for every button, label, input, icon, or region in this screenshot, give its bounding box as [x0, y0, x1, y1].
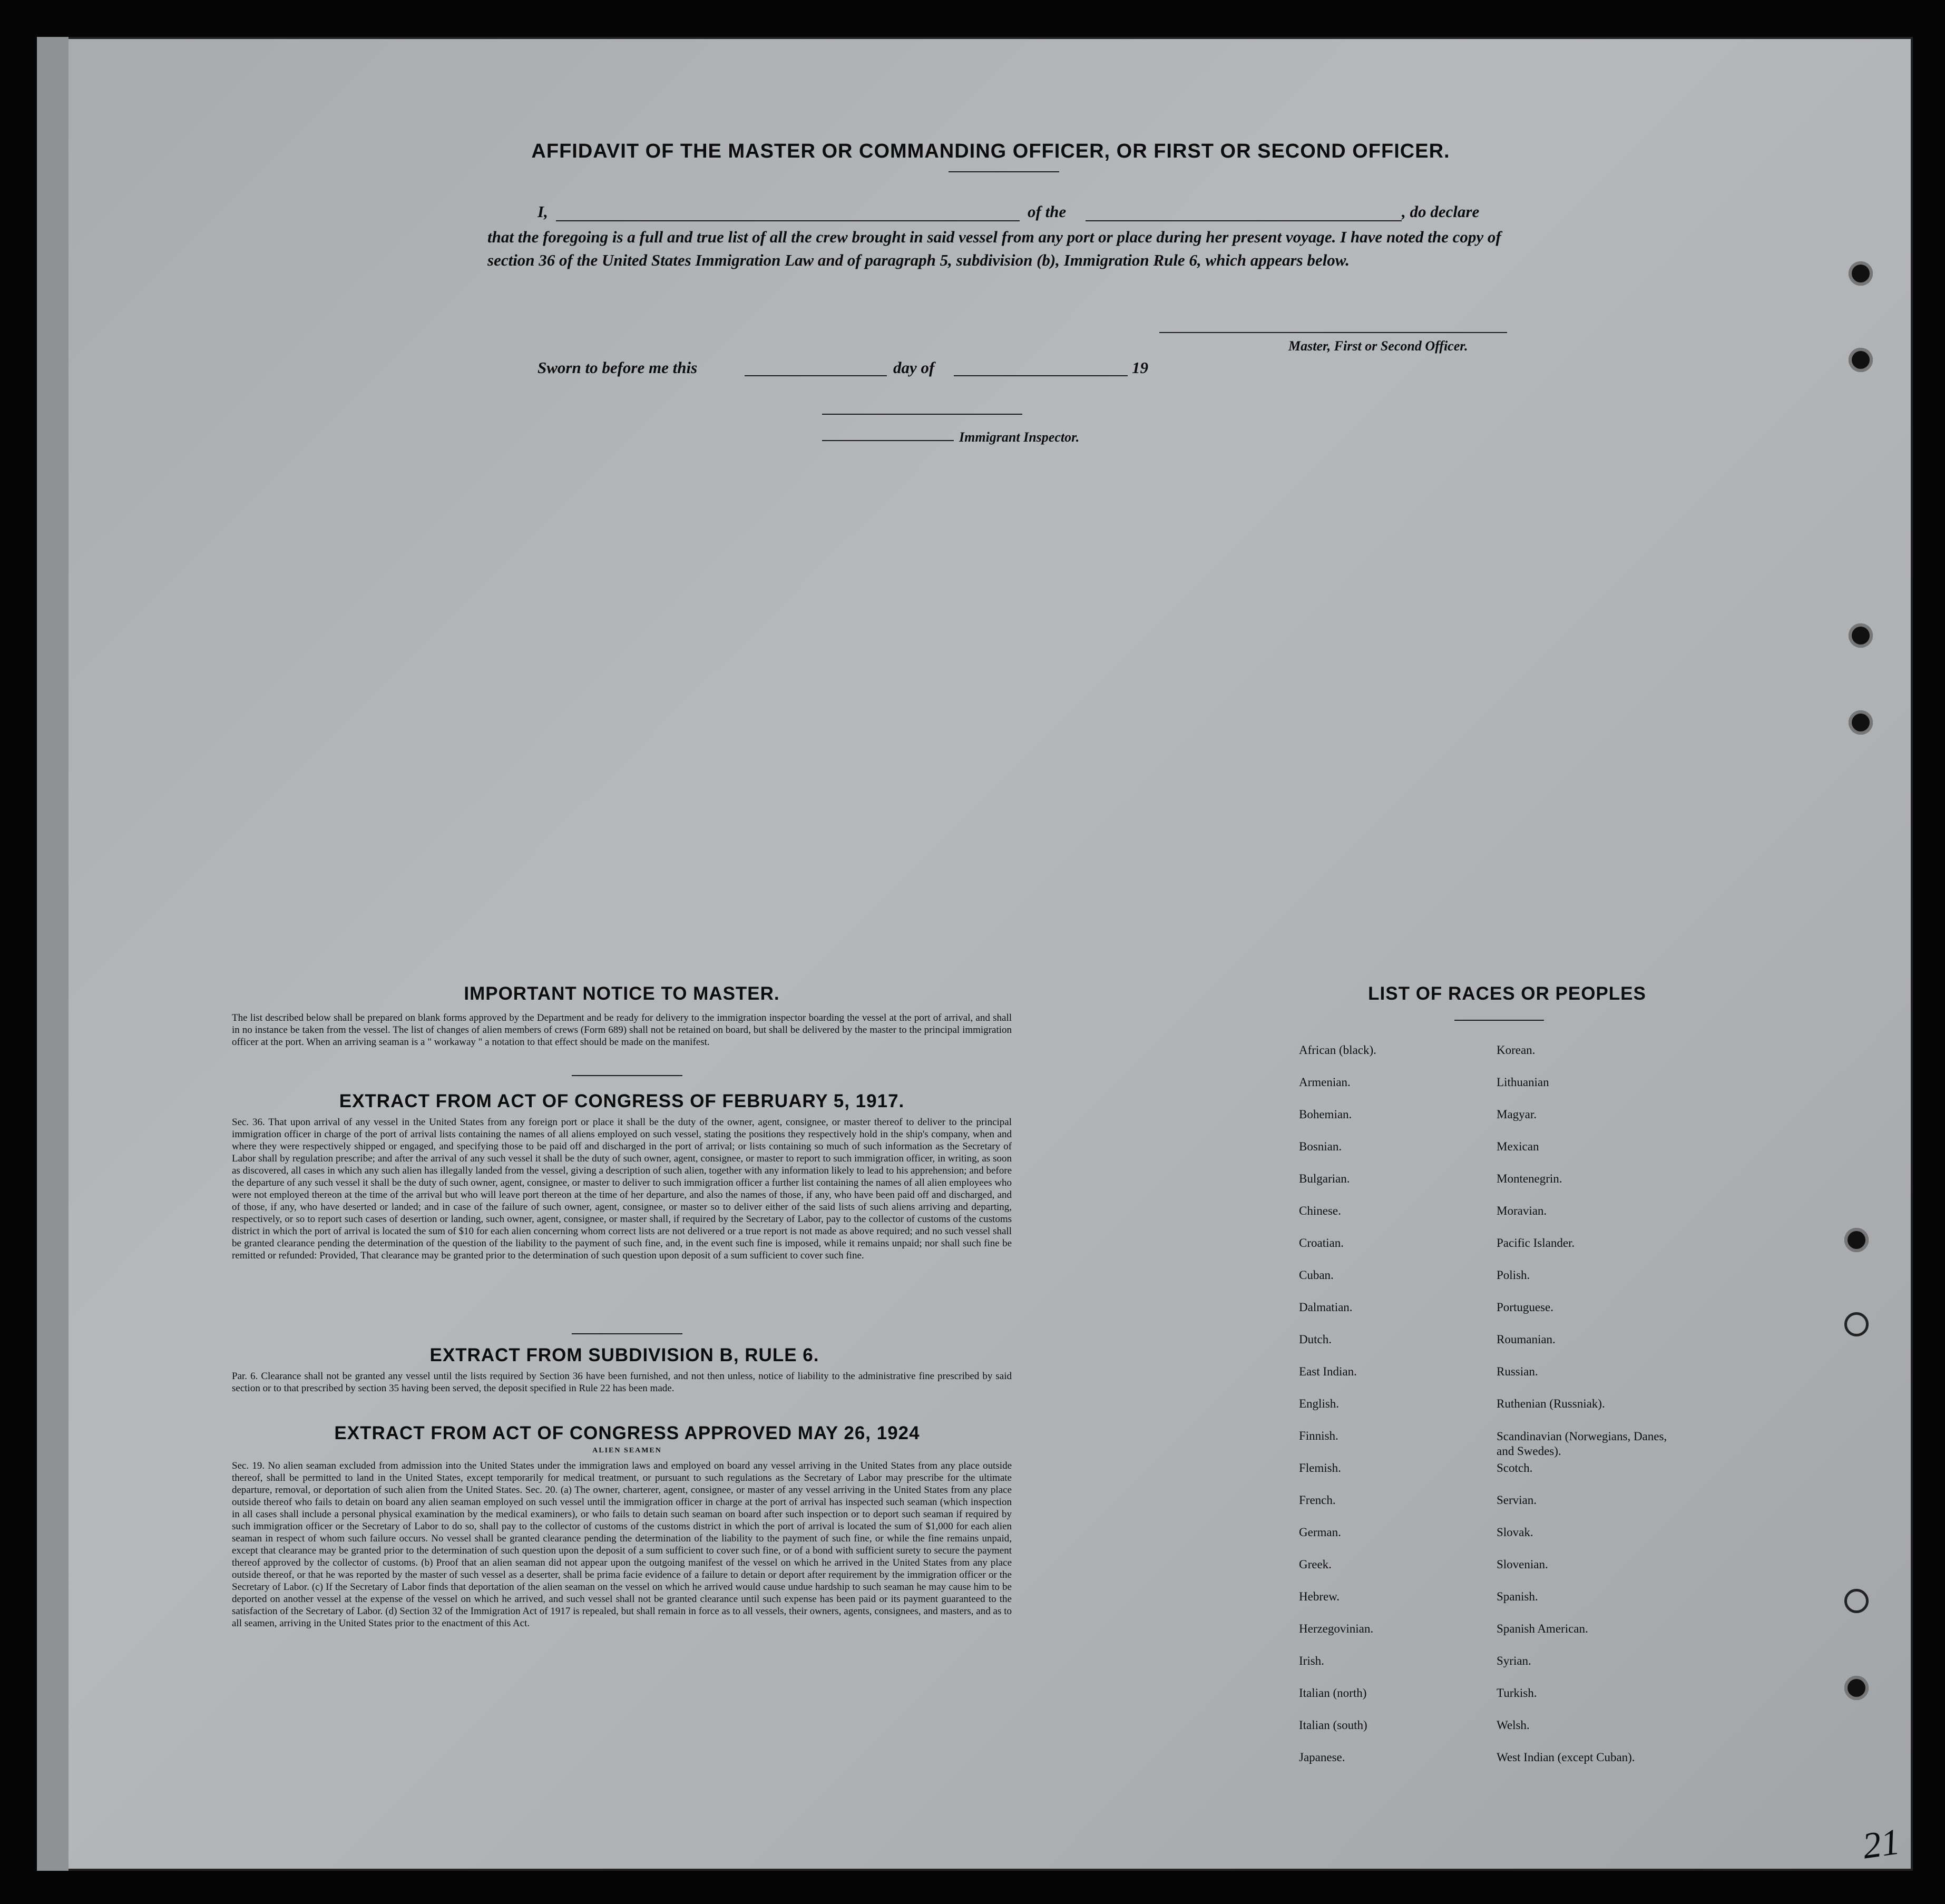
race-item: African (black).	[1299, 1043, 1376, 1057]
race-item: Irish.	[1299, 1654, 1324, 1667]
signature-line[interactable]	[1159, 332, 1507, 333]
race-item: Magyar.	[1497, 1108, 1537, 1121]
inspector-line[interactable]	[822, 440, 954, 441]
extract-1917-title: EXTRACT FROM ACT OF CONGRESS OF FEBRUARY 5, 1917.	[339, 1091, 905, 1111]
sworn-day-label: day of	[893, 358, 935, 377]
race-item: Slovenian.	[1497, 1558, 1548, 1571]
race-item: Dutch.	[1299, 1333, 1332, 1346]
race-item: Lithuanian	[1497, 1076, 1549, 1089]
extract-rule6-title: EXTRACT FROM SUBDIVISION B, RULE 6.	[429, 1345, 819, 1365]
race-item: Montenegrin.	[1497, 1172, 1562, 1185]
race-item: German.	[1299, 1526, 1341, 1539]
race-item: Ruthenian (Russniak).	[1497, 1397, 1605, 1410]
vessel-blank[interactable]	[1086, 220, 1402, 221]
race-item: Spanish.	[1497, 1590, 1538, 1603]
divider	[572, 1333, 682, 1334]
affidavit-title: AFFIDAVIT OF THE MASTER OR COMMANDING OFFICER, OR FIRST OR SECOND OFFICER.	[531, 140, 1450, 162]
race-item: Moravian.	[1497, 1204, 1547, 1217]
binder-hole	[1844, 1676, 1869, 1700]
extract-1924-title: EXTRACT FROM ACT OF CONGRESS APPROVED MAY 26, 1924	[334, 1423, 920, 1443]
divider	[949, 171, 1059, 172]
race-item: Servian.	[1497, 1493, 1537, 1507]
name-blank[interactable]	[556, 220, 1020, 221]
inspector-signature-line[interactable]	[822, 414, 1022, 415]
binder-hole	[1844, 1312, 1869, 1336]
race-item: Mexican	[1497, 1140, 1539, 1153]
binder-hole	[1844, 1589, 1869, 1613]
binder-hole	[1849, 710, 1873, 735]
sworn-year-label: 19	[1132, 358, 1148, 377]
race-item: Roumanian.	[1497, 1333, 1556, 1346]
race-item: Greek.	[1299, 1558, 1332, 1571]
race-item: Croatian.	[1299, 1236, 1344, 1249]
race-item: Italian (north)	[1299, 1686, 1367, 1700]
race-item: Chinese.	[1299, 1204, 1341, 1217]
sworn-label: Sworn to before me this	[537, 358, 698, 377]
extract-rule6-body: Par. 6. Clearance shall not be granted any vessel until the lists required by Section 36 have been furnished, and not then unless, notice of liability to the administrative fine prescribed by said section or to that prescribed by section 35 having been served, the deposit specified in Rule 22 has been made.	[232, 1371, 1012, 1394]
race-item: Herzegovinian.	[1299, 1622, 1374, 1635]
race-item: West Indian (except Cuban).	[1497, 1751, 1635, 1764]
sworn-month-blank[interactable]	[954, 375, 1128, 376]
race-item: Italian (south)	[1299, 1719, 1367, 1732]
race-item: Bulgarian.	[1299, 1172, 1350, 1185]
race-item: English.	[1299, 1397, 1340, 1410]
notice-title: IMPORTANT NOTICE TO MASTER.	[464, 983, 780, 1004]
race-item: Spanish American.	[1497, 1622, 1588, 1635]
affidavit-of-the-label: of the	[1028, 202, 1067, 221]
race-item: Slovak.	[1497, 1526, 1533, 1539]
race-item: French.	[1299, 1493, 1336, 1507]
race-item: Russian.	[1497, 1365, 1538, 1378]
race-item: East Indian.	[1299, 1365, 1357, 1378]
signature-label: Master, First or Second Officer.	[1288, 338, 1468, 354]
race-item: Portuguese.	[1497, 1301, 1553, 1314]
race-item: Polish.	[1497, 1268, 1530, 1282]
binder-hole	[1844, 1228, 1869, 1252]
race-item: Japanese.	[1299, 1751, 1345, 1764]
extract-1924-subtitle: ALIEN SEAMEN	[592, 1447, 662, 1454]
divider	[1454, 1020, 1544, 1021]
binder-hole	[1849, 348, 1873, 372]
race-item: Bosnian.	[1299, 1140, 1342, 1153]
race-item: Bohemian.	[1299, 1108, 1352, 1121]
races-title: LIST OF RACES OR PEOPLES	[1368, 983, 1646, 1004]
race-item: Hebrew.	[1299, 1590, 1340, 1603]
race-item: Flemish.	[1299, 1461, 1341, 1475]
notice-body: The list described below shall be prepared on blank forms approved by the Department and be ready for delivery to the immigration inspector boarding the vessel at the port of arrival, and shall in no instance be taken from the vessel. The list of changes of alien members of crews (Form 689) shall not be retained on board, but shall be delivered by the master to the principal immigration officer at the port. When an arriving seaman is a " workaway " a notation to that effect should be made on the manifest.	[232, 1012, 1012, 1048]
race-item: Syrian.	[1497, 1654, 1531, 1667]
inspector-label: Immigrant Inspector.	[959, 429, 1080, 445]
handwritten-page-number: 21	[1860, 1821, 1902, 1867]
race-item: Turkish.	[1497, 1686, 1537, 1700]
race-item: Pacific Islander.	[1497, 1236, 1575, 1249]
race-item: Finnish.	[1299, 1429, 1338, 1442]
race-item: Welsh.	[1497, 1719, 1530, 1732]
race-item: Armenian.	[1299, 1076, 1351, 1089]
extract-1924-body: Sec. 19. No alien seaman excluded from admission into the United States under the immigration laws and employed on board any vessel arriving in the United States from any place outside thereof, shall be permitted to land in the United States, except temporarily for medical treatment, or pursuant to such regulations as the Secretary of Labor may prescribe for the ultimate departure, removal, or deportation of such alien from the United States. Sec. 20. (a) The owner, charterer, agent, consignee, or master of any vessel arriving in the United States from any place outside thereof who fails to detain on board any alien seaman employed on such vessel until the immigration officer in charge at the port of arrival has inspected such seaman (which inspection in all cases shall include a personal physical examination by the medical examiners), or who fails to detain such seaman on board after such inspection or to deport such seaman if required by such immigration officer or the Secretary of Labor to do so, shall pay to the collector of customs of the customs district in which the port of arrival is located the sum of $1,000 for each alien seaman in respect of whom such failure occurs. No vessel shall be granted clearance pending the determination of the liability to the payment of such fine, or while the fine remains unpaid, except that clearance may be granted prior to the determination of such question upon the deposit of a sum sufficient to cover such fine, or of a bond with sufficient surety to secure the payment thereof approved by the collector of customs. (b) Proof that an alien seaman did not appear upon the outgoing manifest of the vessel on which he arrived in the United States from any place outside thereof, or that he was reported by the master of such vessel as a deserter, shall be prima facie evidence of a failure to detain or deport after requirement by the immigration officer or the Secretary of Labor. (c) If the Secretary of Labor finds that deportation of the alien seaman on the vessel on which he arrived would cause undue hardship to such seaman he may cause him to be deported on another vessel at the expense of the vessel on which he arrived, and such vessel shall not be granted clearance until such expense has been paid or its payment guaranteed to the satisfaction of the Secretary of Labor. (d) Section 32 of the Immigration Act of 1917 is repealed, but shall remain in force as to all vessels, their owners, agents, consignees, and masters, and as to all seamen, arriving in the United States prior to the enactment of this Act.	[232, 1460, 1012, 1629]
race-item: Dalmatian.	[1299, 1301, 1353, 1314]
affidavit-i-label: I,	[537, 202, 548, 221]
binder-hole	[1849, 623, 1873, 648]
sworn-day-blank[interactable]	[745, 375, 887, 376]
race-item: Korean.	[1497, 1043, 1536, 1057]
extract-1917-body: Sec. 36. That upon arrival of any vessel in the United States from any foreign port or place it shall be the duty of the owner, agent, consignee, or master thereof to deliver to the principal immigration officer in charge of the port of arrival lists containing the names of all aliens employed on such vessel, stating the positions they respectively hold in the ship's company, when and where they were respectively shipped or engaged, and specifying those to be paid off and discharged in the port of arrival; or lists containing so much of such information as the Secretary of Labor shall by regulation prescribe; and after the arrival of any such vessel it shall be the duty of such owner, agent, consignee, or master to report to such immigration officer, in writing, as soon as discovered, all cases in which any such alien has illegally landed from the vessel, giving a description of such alien, together with any information likely to lead to his apprehension; and before the departure of any such vessel it shall be the duty of such owner, agent, consignee, or master to deliver to such immigration officer a further list containing the names of all alien employees who were not employed thereon at the time of the arrival but who will leave port thereon at the time of her departure, and also the names of those, if any, who have been paid off and discharged, and of those, if any, who have deserted or landed; and in case of the failure of such owner, agent, consignee, or master so to deliver either of the said lists of such aliens arriving and departing, respectively, or so to report such cases of desertion or landing, such owner, agent, consignee, or master shall, if required by the Secretary of Labor, pay to the collector of customs of the customs district in which the port of arrival is located the sum of $10 for each alien concerning whom correct lists are not delivered or a true report is not made as above required; and no such vessel shall be granted clearance pending the determination of the question of the liability to the payment of such fine, and, in the event such fine is imposed, while it remains unpaid; nor shall such fine be remitted or refunded: Provided, That clearance may be granted prior to the determination of such question upon deposit of a sum sufficient to cover such fine.	[232, 1117, 1012, 1261]
binder-hole	[1849, 261, 1873, 286]
sheet-edge	[37, 37, 69, 1871]
race-item: Scandinavian (Norwegians, Danes, and Swedes).	[1497, 1430, 1667, 1458]
affidavit-declare-label: , do declare	[1402, 202, 1480, 221]
affidavit-body: that the foregoing is a full and true list of all the crew brought in said vessel from any port or place during her present voyage. I have noted the copy of section 36 of the United States Immigration Law and of paragraph 5, subdivision (b), Immigration Rule 6, which appears below.	[487, 228, 1501, 269]
race-item: Cuban.	[1299, 1268, 1334, 1282]
race-item: Scotch.	[1497, 1461, 1533, 1475]
divider	[572, 1075, 682, 1076]
